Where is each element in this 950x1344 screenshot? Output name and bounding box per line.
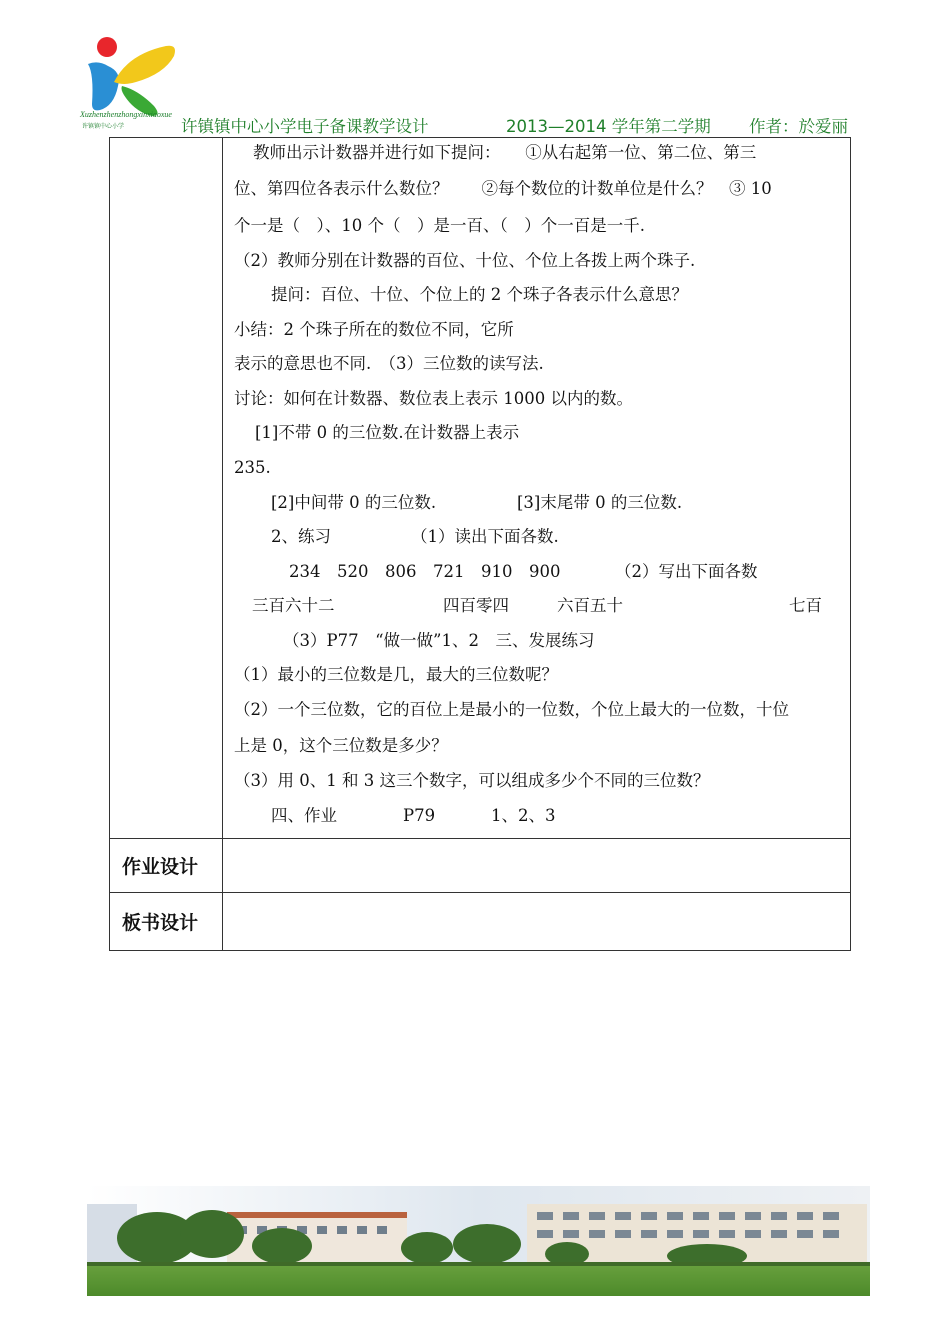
text-line: （3）P77 “做一做”1、2 三、发展练习 [283,631,595,650]
text-line: 234 520 806 721 910 900 [289,562,561,581]
homework-label: 作业设计 [110,839,223,893]
text-line: 提问：百位、十位、个位上的 2 个珠子各表示什么意思？ [271,285,688,304]
text-line: P79 [403,806,436,825]
board-row [110,893,851,951]
text-line: 七百 [789,596,822,615]
board-label: 板书设计 [110,893,223,951]
text-line: 四、作业 [271,806,337,825]
text-line: [2]中间带 0 的三位数. [271,493,437,512]
text-line: （2）教师分别在计数器的百位、十位、个位上各拨上两个珠子. [234,251,696,270]
text-line: （3）用 0、1 和 3 这三个数字，可以组成多少个不同的三位数？ [234,771,710,790]
text-line: （1）读出下面各数. [411,527,559,546]
header-term: 2013—2014 学年第二学期 [506,117,711,136]
text-line: 235. [234,458,271,477]
text-line: 六百五十 [557,596,623,615]
text-line: [3]末尾带 0 的三位数. [517,493,683,512]
text-line: （1）最小的三位数是几，最大的三位数呢？ [234,665,558,684]
text-line: [1]不带 0 的三位数.在计数器上表示 [255,423,520,442]
text-line: 个一是（ ）、10 个（ ）是一百、（ ）个一百是一千. [234,216,645,235]
text-line: 教师出示计数器并进行如下提问： ①从右起第一位、第二位、第三 [253,143,757,162]
text-line: 位、第四位各表示什么数位？ ②每个数位的计数单位是什么？ ③ 10 [234,179,772,198]
text-line: 讨论：如何在计数器、数位表上表示 1000 以内的数。 [234,389,633,408]
text-line: 1、2、3 [491,806,556,825]
lesson-content [223,138,850,838]
homework-cell [223,839,851,893]
content-row [110,138,851,839]
logo-text: Xuzhenzhenzhongxinxiaoxue [80,110,172,119]
text-line: 上是 0，这个三位数是多少？ [234,736,448,755]
text-line: 表示的意思也不同. （3）三位数的读写法. [234,354,544,373]
lesson-table [109,137,851,951]
logo-subtext: 许镇镇中心小学 [82,123,125,130]
text-line: 四百零四 [443,596,509,615]
content-cell [223,138,851,839]
text-line: 小结：2 个珠子所在的数位不同，它所 [234,320,514,339]
text-line: 2、练习 [271,527,331,546]
homework-row [110,839,851,893]
header-author: 作者：於爱丽 [749,117,848,136]
text-line: 三百六十二 [252,596,335,615]
content-label-cell [110,138,223,839]
board-cell [223,893,851,951]
text-line: （2）一个三位数，它的百位上是最小的一位数，个位上最大的一位数，十位 [234,700,789,719]
campus-photo [87,1186,870,1296]
text-line: （2）写出下面各数 [615,562,758,581]
header-title: 许镇镇中心小学电子备课教学设计 [181,117,429,136]
